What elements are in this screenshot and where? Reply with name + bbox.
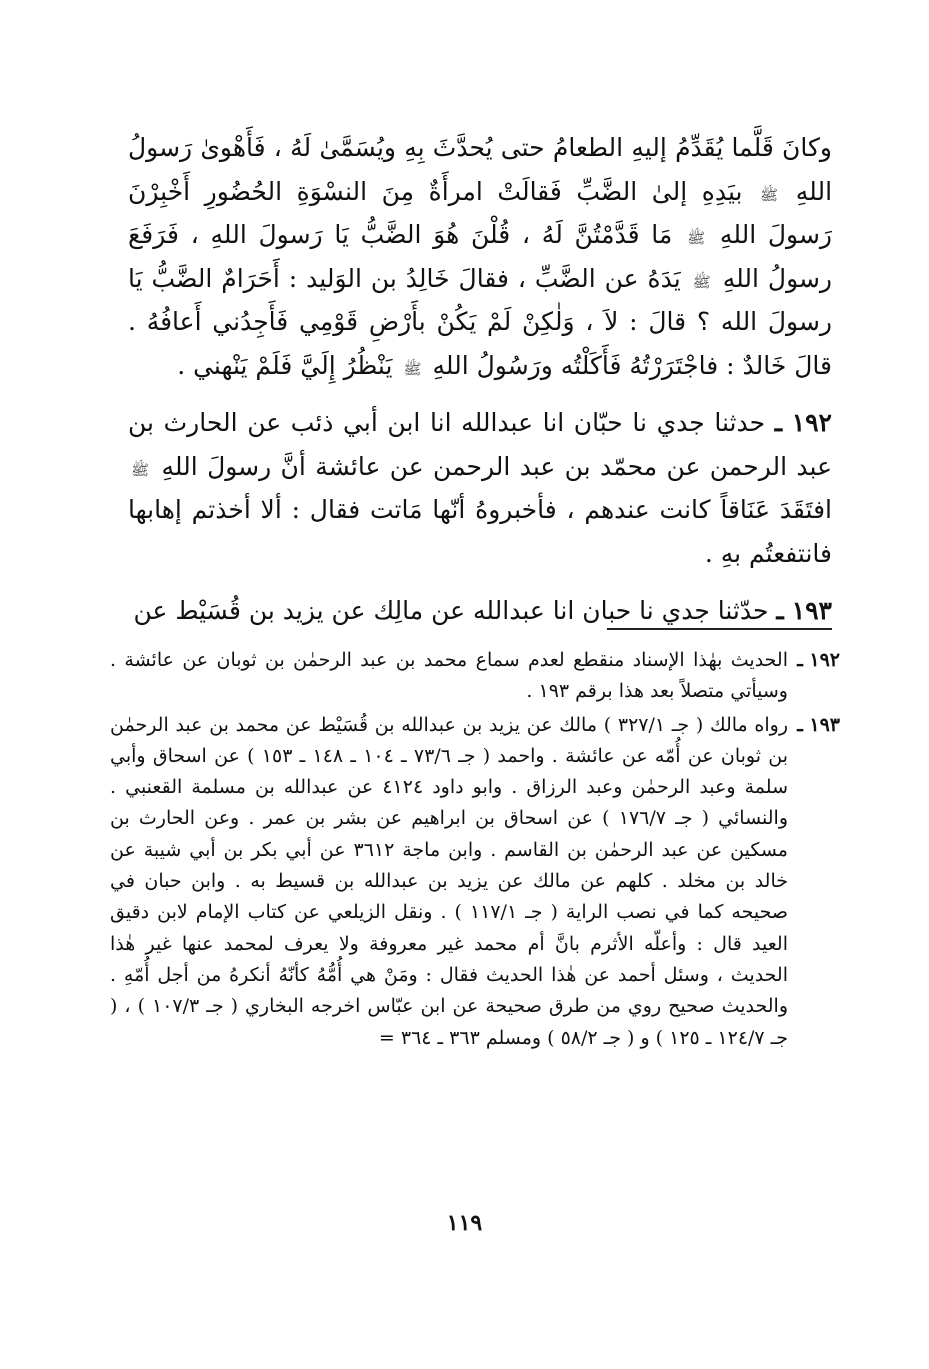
hadith-dash: ـ <box>774 408 783 437</box>
footnote-number: ١٩٣ ـ <box>797 713 840 736</box>
hadith-text: حدثنا جدي نا حبّان انا عبدالله انا ابن أبي ذئب عن الحارث بن عبد الرحمن عن محمّد بن عبد الرحمن عن عائشة أنَّ رسولَ اللهِ <box>128 408 832 481</box>
salutation-ligature: ﷺ <box>131 460 150 479</box>
hadith-number: ١٩٣ <box>791 596 832 625</box>
salutation-ligature: ﷺ <box>403 359 422 378</box>
footnote-separator <box>607 628 832 630</box>
hadith-number: ١٩٢ <box>791 408 832 437</box>
footnote-number: ١٩٢ ـ <box>797 649 840 671</box>
text-line: وكانَ قَلَّما يُقَدِّمُ إليهِ الطعامُ حتى يُحدَّثَ بِهِ ويُسَمَّىٰ لَهُ ، فَأَهْوىٰ رَسولُ اللهِ <box>128 133 833 206</box>
text-line: يَدَهُ عن الضَّبِّ ، فقالَ خَالِدُ بن الوَليد : أَحَرَامٌ الضَّبُّ يَا رسولَ الله ؟ قالَ : لاَ ، وَلٰكِنْ لَمْ يَكُنْ بأَرْضِ قَوْمِي فَأَجِدُني أَعافُهُ . قالَ خَالدٌ : فاجْتَرَرْتُهُ فَأَكَلْتُه ورَسُولُ اللهِ <box>128 263 832 380</box>
text-line: بيَدِهِ إلىٰ الضَّبِّ فَقالَتْ امرأَةٌ مِنَ النسْوَةِ الحُضُورِ أَخْبِرْنَ رَسولَ اللهِ <box>128 176 832 249</box>
main-text <box>128 126 832 633</box>
hadith-text: حدّثنا جدي نا حبان انا عبدالله عن مالِك عن يزيد بن قُسَيْط عن <box>133 596 769 625</box>
hadith-193 <box>128 589 832 633</box>
hadith-dash: ـ <box>776 596 784 625</box>
footnote-192 <box>110 645 840 708</box>
text-line: مَا قَدَّمْتُنَّ لَهُ ، قُلْنَ هُوَ الضَّبُّ يَا رَسولَ اللهِ ، فَرَفَعَ رسولُ اللهِ <box>128 220 833 293</box>
footnote-193 <box>110 710 840 1054</box>
footnote-text: الحديث بهٰذا الإسناد منقطع لعدم سماع محمد بن عبد الرحمٰن بن ثوبان عن عائشة . وسيأتي متصلاً بعد هذا برقم ١٩٣ . <box>110 649 788 703</box>
hadith-text: افتَقَدَ عَنَاقاً كانت عندهم ، فأخبروهُ أنّها مَاتت فقال : ألا أخذتم إهابها فانتفعتُم بهِ . <box>128 495 832 568</box>
salutation-ligature: ﷺ <box>760 185 779 204</box>
salutation-ligature: ﷺ <box>692 272 711 291</box>
page-number: ١١٩ <box>446 1210 483 1236</box>
footnotes <box>110 645 840 1054</box>
salutation-ligature: ﷺ <box>687 229 706 247</box>
hadith-paragraph <box>128 126 832 387</box>
text-line: يَنْظُرُ إِلَيَّ فَلَمْ يَنْهني . <box>177 350 393 380</box>
hadith-192 <box>128 401 832 575</box>
footnote-text: رواه مالك ( جـ ٣٢٧/١ ) مالك عن يزيد بن عبدالله بن قُسَيْط عن محمد بن عبد الرحمٰن بن ثوبان عن أُمّه عن عائشة . واحمد ( جـ ٧٣/٦ ـ ١٠٤ ـ ١٤٨ ـ ١٥٣ ) عن اسحاق وأبي سلمة وعبد الرحمٰن وعبد الرزاق . وابو داود ٤١٢٤ عن عبدالله بن مسلمة القعنبي . والنسائي ( جـ ١٧٦/٧ ) عن اسحاق بن ابراهيم عن بشر بن عمر . وعن الحارث بن مسكين عن عبد الرحمٰن بن القاسم . وابن ماجة ٣٦١٢ عن أبي بكر بن أبي شيبة عن خالد بن مخلد . كلهم عن مالك عن يزيد بن عبدالله بن قسيط به . وابن حبان في صحيحه كما في نصب الراية ( جـ ١١٧/١ ) . ونقل الزيلعي عن كتاب الإمام لابن دقيق العيد قال : وأعلّه الأثرم بانَّ أم محمد غير معروفة ولا يعرف لمحمد عنها غير هٰذا الحديث ، وسئل أحمد عن هٰذا الحديث فقال : ومَنْ هي أُمُّهُ كأنّهُ أنكرهُ من أجل أُمّهِ . والحديث صحيح روي من طرق صحيحة عن ابن عبّاس اخرجه البخاري ( جـ ١٠٧/٣ ) ، ( جـ ١٢٤/٧ ـ ١٢٥ ) و ( جـ ٥٨/٢ ) ومسلم ٣٦٣ ـ ٣٦٤ = <box>110 713 789 1049</box>
